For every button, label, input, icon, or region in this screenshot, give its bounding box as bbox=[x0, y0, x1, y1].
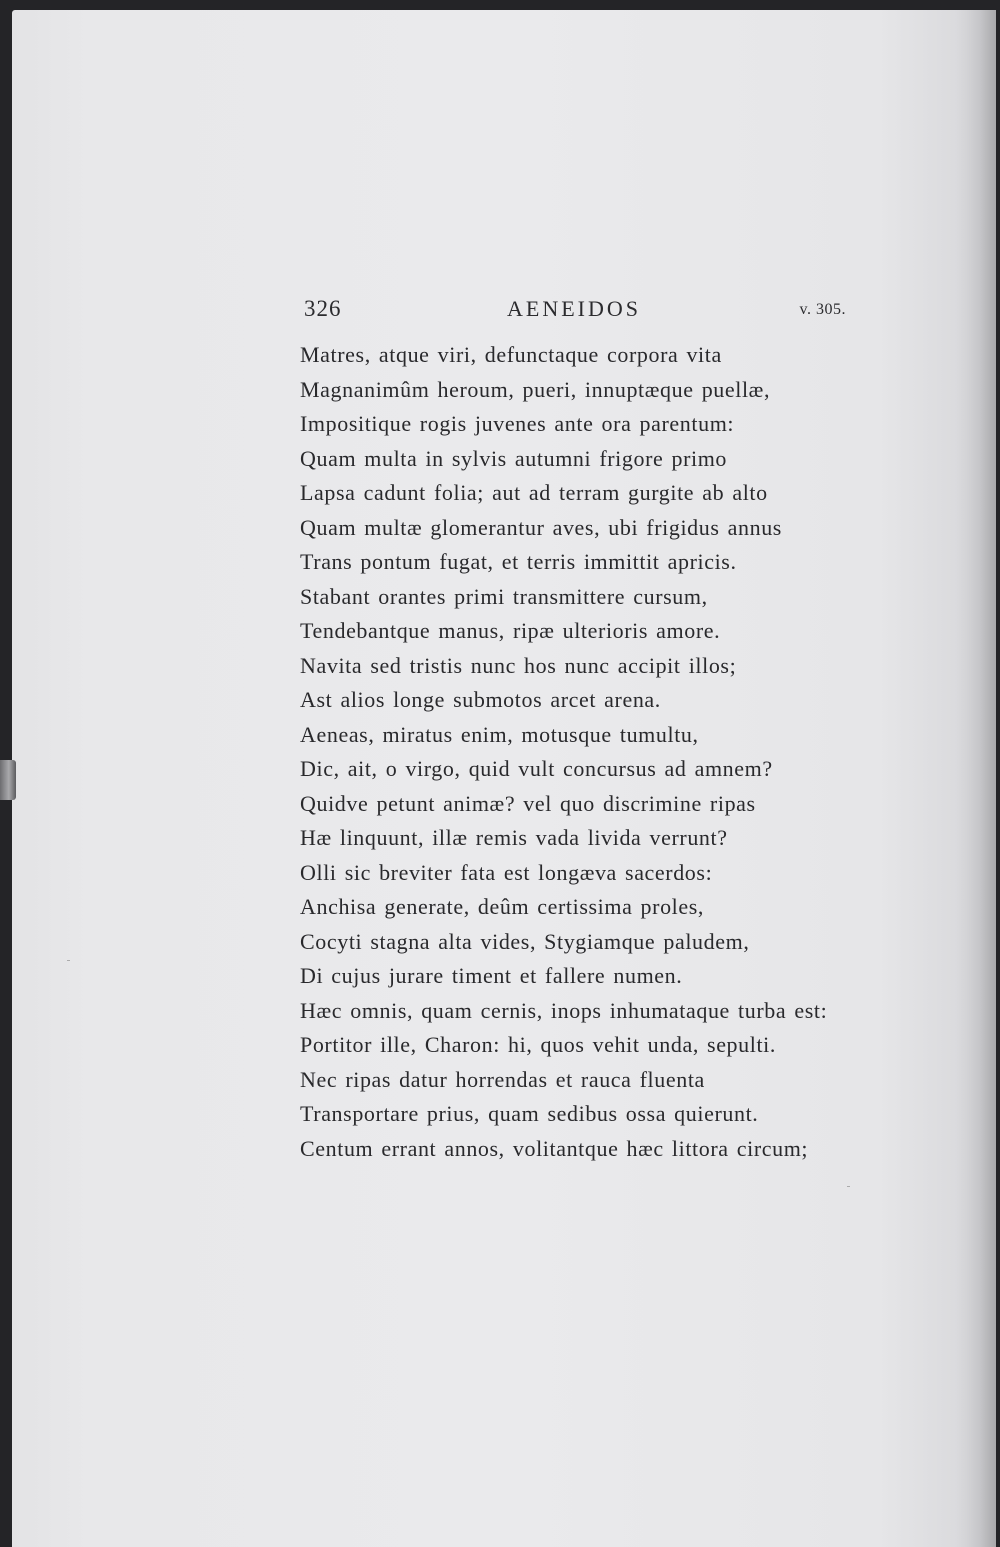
verse-line: Centum errant annos, volitantque hæc littora circum; bbox=[300, 1135, 809, 1161]
verse-line: Trans pontum fugat, et terris immittit apricis. bbox=[300, 549, 737, 574]
verse-line: Hæ linquunt, illæ remis vada livida verrunt? bbox=[300, 825, 728, 850]
paper-speck bbox=[847, 1186, 850, 1187]
verse-text-block bbox=[300, 338, 900, 1166]
verse-line: Nec ripas datur horrendas et rauca fluenta bbox=[300, 1066, 705, 1092]
verse-line: Navita sed tristis nunc hos nunc accipit illos; bbox=[300, 652, 737, 678]
page-header bbox=[300, 296, 848, 330]
verse-line: Quidve petunt animæ? vel quo discrimine ripas bbox=[300, 790, 756, 816]
paper-speck bbox=[67, 960, 70, 961]
verse-line: Aeneas, miratus enim, motusque tumultu, bbox=[300, 721, 699, 747]
verse-marker: v. 305. bbox=[799, 301, 846, 318]
verse-line: Hæc omnis, quam cernis, inops inhumataque turba est: bbox=[300, 997, 828, 1023]
page-clip-tab bbox=[0, 760, 16, 800]
verse-line: Quam multæ glomerantur aves, ubi frigidus annus bbox=[300, 514, 782, 540]
verse-line: Impositique rogis juvenes ante ora parentum: bbox=[300, 411, 735, 436]
verse-line: Cocyti stagna alta vides, Stygiamque paludem, bbox=[300, 928, 750, 954]
verse-line: Di cujus jurare timent et fallere numen. bbox=[300, 963, 683, 988]
page-edge-shadow bbox=[956, 10, 996, 1547]
verse-line: Dic, ait, o virgo, quid vult concursus ad amnem? bbox=[300, 756, 773, 781]
verse-line: Stabant orantes primi transmittere cursum, bbox=[300, 583, 708, 609]
verse-line: Olli sic breviter fata est longæva sacerdos: bbox=[300, 859, 713, 885]
verse-line: Matres, atque viri, defunctaque corpora vita bbox=[300, 342, 722, 367]
verse-line: Transportare prius, quam sedibus ossa quierunt. bbox=[300, 1101, 759, 1126]
verse-line: Lapsa cadunt folia; aut ad terram gurgite ab alto bbox=[300, 480, 768, 505]
verse-line: Anchisa generate, deûm certissima proles, bbox=[300, 894, 705, 919]
verse-line: Portitor ille, Charon: hi, quos vehit unda, sepulti. bbox=[300, 1032, 776, 1057]
verse-line: Ast alios longe submotos arcet arena. bbox=[300, 687, 661, 712]
running-title: AENEIDOS bbox=[507, 296, 641, 321]
verse-line: Quam multa in sylvis autumni frigore primo bbox=[300, 445, 728, 471]
verse-line: Magnanimûm heroum, pueri, innuptæque puellæ, bbox=[300, 376, 771, 402]
verse-line: Tendebantque manus, ripæ ulterioris amore. bbox=[300, 618, 721, 643]
page-number: 326 bbox=[304, 296, 342, 321]
